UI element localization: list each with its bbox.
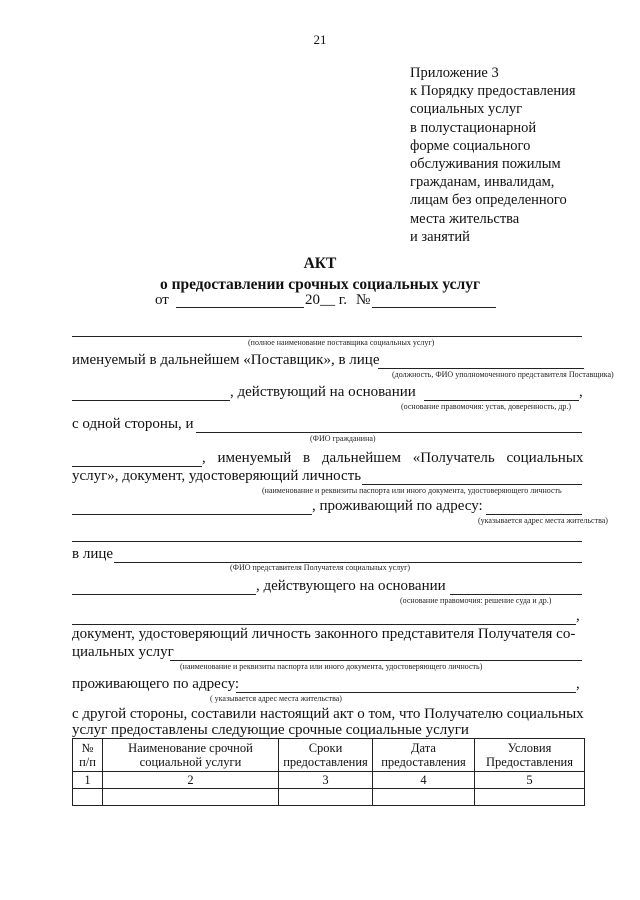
id-document-hint: (наименование и реквизиты паспорта или иного документа, удостоверяющего личность [262,486,562,495]
appendix-line: социальных услуг [410,101,523,118]
rep-basis-blank [450,594,582,595]
date-from-label: от [155,292,169,308]
header-date: Дата предоставления [373,739,475,772]
provider-name-blank [72,336,582,337]
date-year-label: 20__ г. [305,292,347,308]
appendix-block [410,64,576,246]
column-number-cell: 5 [475,772,585,789]
address-blank [486,514,582,515]
comma: , [576,676,580,692]
recipient-label-b: услуг», документ, удостоверяющий личность [72,468,362,484]
recipient-rep-cont-blank [72,594,256,595]
citizen-name-cont-blank [72,466,202,467]
table-cell [475,789,585,806]
residing-label: , проживающий по адресу: [312,498,483,514]
rep-document-blank [170,660,582,661]
appendix-line: к Порядку предоставления [410,83,576,100]
recipient-rep-hint: (ФИО представителя Получателя социальных услуг) [230,563,411,572]
rep-document-hint: (наименование и реквизиты паспорта или иного документа, удостоверяющего личность) [180,662,483,671]
rep-basis-hint: (основание правомочия: решение суда и др.) [400,596,552,605]
table-row [73,789,585,806]
appendix-line: гражданам, инвалидам, [410,174,555,191]
table-row [73,772,585,789]
acting-basis-label: , действующий на основании [230,384,416,400]
provider-rep-label: именуемый в дальнейшем «Поставщик», в лице [72,352,380,368]
header-terms: Сроки предоставления [279,739,373,772]
table-header-row [73,739,585,772]
comma: , [579,384,583,400]
residing-2-label: проживающего по адресу: [72,676,240,692]
appendix-line: обслуживания пожилым [410,156,561,173]
table-cell [279,789,373,806]
appendix-line: Приложение 3 [410,65,499,81]
rep-address-hint: ( указывается адрес места жительства) [210,694,342,703]
table-cell [103,789,279,806]
in-person-label: в лице [72,546,114,562]
id-document-blank [362,484,582,485]
provider-rep-hint: (должность, ФИО уполномоченного представителя Поставщика) [392,370,614,379]
rep-address-blank [236,692,576,693]
number-blank [372,307,496,308]
citizen-name-blank [196,432,582,433]
address-cont-blank [72,541,582,542]
provider-basis-hint: (основание правомочия: устав, доверенность, др.) [401,402,572,411]
document-subtitle: о предоставлении срочных социальных услуг [159,276,481,293]
id-document-cont-blank [72,514,312,515]
citizen-name-hint: (ФИО гражданина) [310,434,376,443]
header-number: № п/п [73,739,103,772]
appendix-line: в полустационарной [410,119,537,136]
appendix-line: форме социального [410,137,531,154]
services-table [72,738,585,806]
recipient-label-a: , именуемый в дальнейшем «Получатель социальных [202,450,584,466]
table-cell [73,789,103,806]
appendix-line: места жительства [410,210,520,227]
column-number-cell: 4 [373,772,475,789]
page-number: 21 [313,32,327,47]
column-number-cell: 2 [103,772,279,789]
header-conditions: Условия Предоставления [475,739,585,772]
column-number-cell: 3 [279,772,373,789]
rep-basis-cont-blank [72,624,576,625]
appendix-line: лицам без определенного [410,192,567,209]
other-side-label-a: с другой стороны, составили настоящий акт о том, что Получателю социальных [72,706,584,722]
number-sign: № [356,292,371,308]
address-hint: (указывается адрес места жительства) [478,516,608,525]
provider-rep-blank [378,368,584,369]
acting-basis-2-label: , действующего на основании [256,578,446,594]
column-number-cell: 1 [73,772,103,789]
rep-document-label-b: циальных услуг [72,644,174,660]
comma: , [576,608,580,624]
header-service-name: Наименование срочной социальной услуги [103,739,279,772]
document-title: АКТ [303,255,337,272]
one-side-label: с одной стороны, и [72,416,194,432]
other-side-label-b: услуг предоставлены следующие срочные социальные услуги [72,722,469,738]
table-cell [373,789,475,806]
provider-basis-blank [424,400,579,401]
date-blank [176,307,304,308]
provider-rep-name-blank [72,400,230,401]
rep-document-label-a: документ, удостоверяющий личность законного представителя Получателя со- [72,626,576,642]
provider-name-hint: (полное наименование поставщика социальных услуг) [248,338,435,347]
appendix-line: и занятий [410,228,470,245]
